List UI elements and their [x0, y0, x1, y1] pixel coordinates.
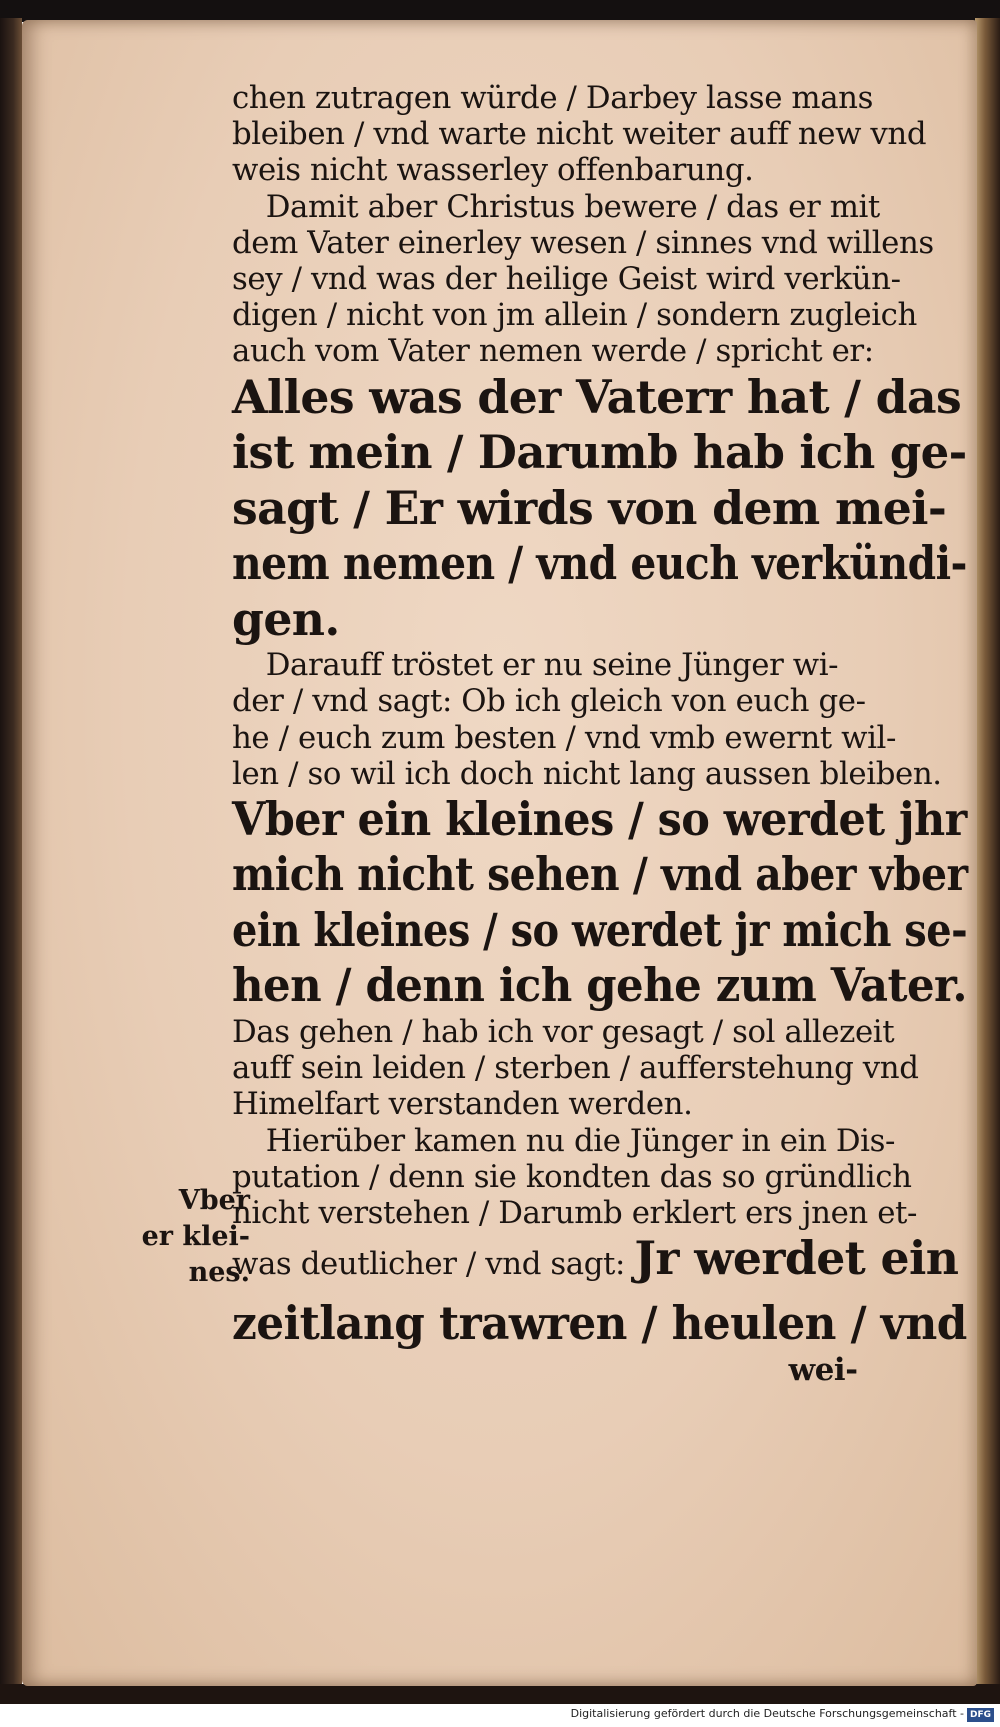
margin-note-line: er klei- [141, 1221, 250, 1252]
text-line: ist mein / Darumb hab ich ge- [232, 425, 967, 480]
dfg-logo: DFG [967, 1708, 994, 1722]
text-line: Vber ein kleines / so werdet jhr [232, 791, 967, 846]
text-line: Alles was der Vaterr hat / das [232, 369, 962, 424]
text-line: auff sein leiden / sterben / aufferstehung vnd [232, 1050, 919, 1087]
text-line: mich nicht sehen / vnd aber vber [232, 847, 968, 902]
page-text-block [232, 80, 972, 1388]
text-line: hen / denn ich gehe zum Vater. [232, 958, 967, 1013]
catchword: wei- [788, 1351, 858, 1388]
book-top-edge [0, 0, 1000, 22]
text-line: Himelfart verstanden werden. [232, 1086, 693, 1123]
text-line: chen zutragen würde / Darbey lasse mans [232, 80, 873, 116]
text-line: putation / denn sie kondten das so gründlich [232, 1158, 912, 1195]
text-line: auch vom Vater nemen werde / spricht er: [232, 333, 874, 370]
text-line: weis nicht wasserley offenbarung. [232, 152, 754, 189]
text-segment-large: Jr werdet ein [634, 1231, 959, 1286]
text-line: sey / vnd was der heilige Geist wird verkün- [232, 261, 901, 298]
text-line: dem Vater einerley wesen / sinnes vnd willens [232, 224, 934, 261]
text-line: nicht verstehen / Darumb erklert ers jnen et- [232, 1194, 918, 1231]
text-line: digen / nicht von jm allein / sondern zugleich [232, 297, 917, 334]
text-line: gen. [232, 591, 340, 646]
text-line: Darauff tröstet er nu seine Jünger wi- [265, 647, 839, 684]
footer-credit: Digitalisierung gefördert durch die Deutsche Forschungsgemeinschaft - [570, 1707, 964, 1720]
text-line-mixed [232, 1231, 967, 1296]
book-page [22, 20, 977, 1686]
margin-note-line: nes. [188, 1257, 250, 1288]
text-line: ein kleines / so werdet jr mich se- [232, 902, 968, 957]
text-line: Hierüber kamen nu die Jünger in ein Dis- [265, 1122, 896, 1159]
text-line: len / so wil ich doch nicht lang aussen bleiben. [232, 755, 942, 792]
margin-note [140, 1183, 250, 1291]
book-fore-edge [975, 18, 1000, 1688]
text-line: Das gehen / hab ich vor gesagt / sol allezeit [232, 1013, 895, 1050]
text-line: sagt / Er wirds von dem mei- [232, 480, 947, 535]
text-line: Damit aber Christus bewere / das er mit [265, 188, 880, 225]
book-bottom-edge [0, 1684, 1000, 1704]
text-line: zeitlang trawren / heulen / vnd [232, 1296, 967, 1351]
margin-note-line: Vber [178, 1185, 250, 1216]
text-segment-small: was deutlicher / vnd sagt: [232, 1246, 635, 1283]
footer-bar [0, 1704, 1000, 1727]
text-line: he / euch zum besten / vnd vmb ewernt wil- [232, 719, 896, 756]
text-line: der / vnd sagt: Ob ich gleich von euch ge- [232, 683, 866, 720]
text-line: nem nemen / vnd euch verkündi- [232, 536, 967, 591]
text-line: bleiben / vnd warte nicht weiter auff new vnd [232, 116, 927, 153]
book-spine [0, 18, 22, 1688]
